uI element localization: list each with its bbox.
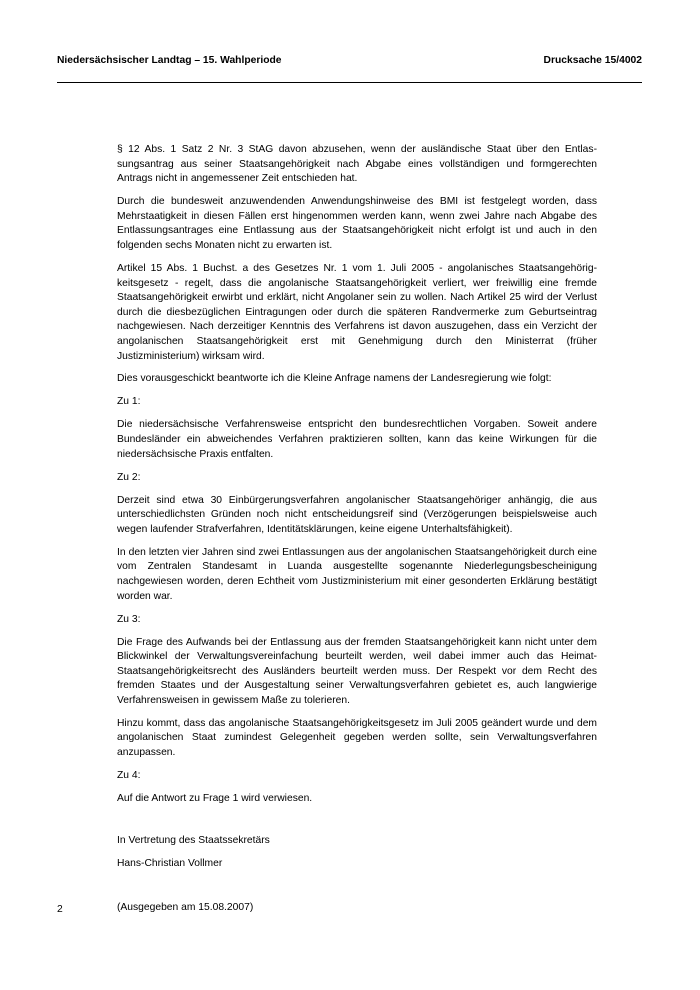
paragraph-answer-4: Auf die Antwort zu Frage 1 wird verwiesen. bbox=[117, 793, 313, 805]
paragraph-answer-2a: Derzeit sind etwa 30 Einbürgerungsverfahren angolanischer Staatsangehöriger anhängig, die aus unterschiedlichsten Gründen noch nicht entscheidungsreif sind (Verzögerungen beispielsweise auch wegen laufender Strafverfahren, Identitätsklärungen, keine eigene Unterhaltsfähigkeit). bbox=[117, 494, 597, 535]
document-body bbox=[117, 143, 597, 880]
signature-name: Hans-Christian Vollmer bbox=[117, 857, 223, 869]
heading-answer-2: Zu 2: bbox=[117, 471, 141, 483]
page-number: 2 bbox=[57, 904, 63, 915]
paragraph-bmi-guidelines: Durch die bundesweit anzuwendenden Anwendungshinweise des BMI ist festgelegt worden, dass Mehrstaatigkeit in diesen Fällen erst hingenommen werden kann, wenn zwei Jahre nach Abgabe des Entlassungsantrages eine Entlassung aus der Staatsangehörigkeit nicht erfolgt ist und auch in den folgenden sechs Monaten nicht zu erwarten ist. bbox=[117, 196, 597, 251]
paragraph-answer-3b: Hinzu kommt, dass das angolanische Staatsangehörigkeitsgesetz im Juli 2005 geändert wurde und dem angolanischen Staat zumindest Gelegenheit gegeben werden sollte, sein Verwaltungsverfahren anzupassen. bbox=[117, 717, 597, 759]
page-header bbox=[57, 55, 642, 71]
signature-role: In Vertretung des Staatssekretärs bbox=[117, 834, 270, 846]
issue-date: (Ausgegeben am 15.08.2007) bbox=[117, 902, 254, 913]
heading-answer-1: Zu 1: bbox=[117, 396, 141, 408]
paragraph-answer-2b: In den letzten vier Jahren sind zwei Entlassungen aus der angolanischen Staatsangehörigkeit durch eine vom Zentralen Standesamt in Luanda ausgestellte sogenannte Niederlegungsbescheinigung nachgewiesen worden, deren Echtheit vom Justizministerium mit einer gesonderten Erklärung bestätigt worden war. bbox=[117, 546, 597, 602]
paragraph-intro-answer: Dies vorausgeschickt beantworte ich die Kleine Anfrage namens der Landesregierung wie folgt: bbox=[117, 373, 552, 385]
header-divider bbox=[57, 82, 642, 83]
paragraph-answer-1: Die niedersächsische Verfahrensweise entspricht den bundesrechtlichen Vorgaben. Soweit andere Bundesländer ein abweichendes Verfahren praktizieren sollten, kann das keine Wirkungen für die niedersächsische Praxis entfalten. bbox=[117, 419, 597, 460]
header-title: Niedersächsischer Landtag – 15. Wahlperiode bbox=[57, 55, 282, 66]
heading-answer-3: Zu 3: bbox=[117, 613, 141, 625]
paragraph-answer-3a: Die Frage des Aufwands bei der Entlassung aus der fremden Staatsangehörigkeit kann nicht unter dem Blickwinkel der Verwaltungsvereinfachung beurteilt werden, weil dabei immer auch das Heimat-Staatsangehörigkeitsrecht des Ausländers beurteilt werden muss. Der Respekt vor dem Recht des fremden Staates und der Ausgestaltung seiner Verwaltungsverfahren gebietet es, auch langwierige Verfahrensweisen in gewissem Maße zu tolerieren. bbox=[117, 636, 597, 706]
document-number: Drucksache 15/4002 bbox=[543, 55, 642, 66]
paragraph-angolan-law: Artikel 15 Abs. 1 Buchst. a des Gesetzes Nr. 1 vom 1. Juli 2005 - angolanisches Staatsangehörigkeitsgesetz - regelt, dass die angolanische Staatsangehörigkeit verliert, wer freiwillig eine fremde Staatsangehörigkeit erwirbt und erklärt, nicht Angolaner sein zu wollen. Nach Artikel 25 wird der Verlust durch die diesbezüglichen Eintragungen oder durch die späteren Randvermerke zum Geburtseintrag nachgewiesen. Nach derzeitiger Kenntnis des Verfahrens ist davon auszugehen, dass ein Verzicht der angolanischen Staatsangehörigkeit erst mit Genehmigung durch den Ministerrat (früher Justizministerium) wirksam wird. bbox=[117, 262, 597, 362]
signature-block bbox=[117, 834, 597, 872]
paragraph-stag: § 12 Abs. 1 Satz 2 Nr. 3 StAG davon abzusehen, wenn der ausländische Staat über den Entlassungsantrag aus seiner Staatsangehörigkeit nach Abgabe eines vollständigen und formgerechten Antrags nicht in angemessener Zeit entschieden hat. bbox=[117, 144, 597, 185]
heading-answer-4: Zu 4: bbox=[117, 770, 141, 782]
